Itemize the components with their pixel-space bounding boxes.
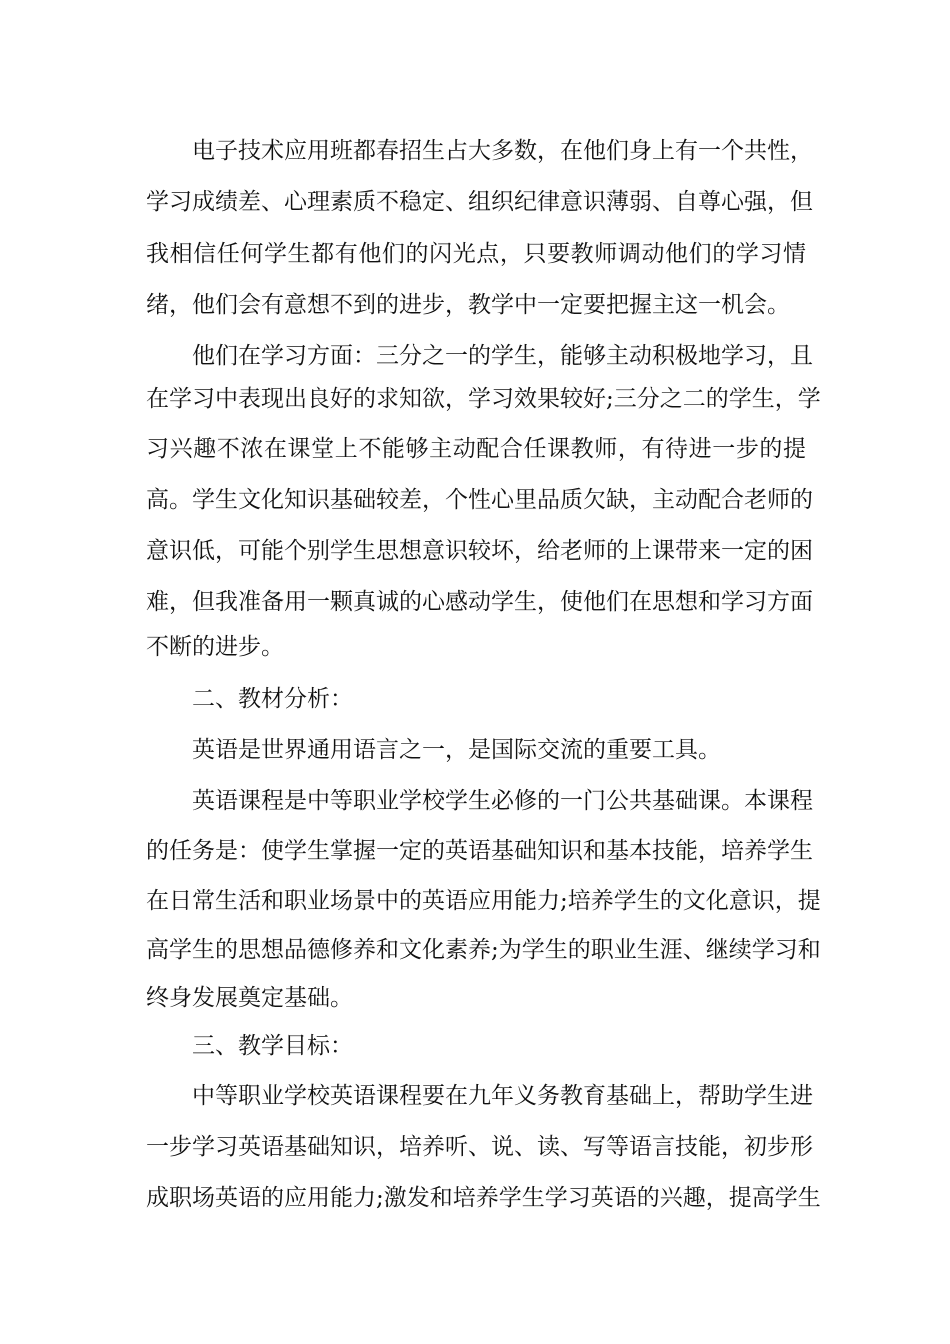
paragraph-1-line-2: 学习成绩差、心理素质不稳定、组织纪律意识薄弱、自尊心强，但 xyxy=(146,189,813,215)
paragraph-4-line-2: 的任务是：使学生掌握一定的英语基础知识和基本技能，培养学生 xyxy=(146,838,813,864)
paragraph-2-line-4: 高。学生文化知识基础较差，个性心里品质欠缺，主动配合老师的 xyxy=(146,487,813,513)
section-heading-3: 三、教学目标： xyxy=(192,1033,353,1059)
paragraph-4-line-1: 英语课程是中等职业学校学生必修的一门公共基础课。本课程 xyxy=(192,788,813,814)
paragraph-2-line-3: 习兴趣不浓在课堂上不能够主动配合任课教师，有待进一步的提 xyxy=(146,436,806,462)
section-heading-2: 二、教材分析： xyxy=(192,686,353,712)
paragraph-4-line-4: 高学生的思想品德修养和文化素养;为学生的职业生涯、继续学习和 xyxy=(146,937,821,963)
paragraph-2-line-7: 不断的进步。 xyxy=(146,634,284,660)
paragraph-4-line-3: 在日常生活和职业场景中的英语应用能力;培养学生的文化意识，提 xyxy=(146,888,821,914)
paragraph-4-line-5: 终身发展奠定基础。 xyxy=(146,985,353,1011)
paragraph-5-line-1: 中等职业学校英语课程要在九年义务教育基础上，帮助学生进 xyxy=(192,1083,813,1109)
paragraph-1-line-1: 电子技术应用班都春招生占大多数，在他们身上有一个共性， xyxy=(192,138,813,164)
paragraph-5-line-2: 一步学习英语基础知识，培养听、说、读、写等语言技能，初步形 xyxy=(146,1134,813,1160)
paragraph-2-line-5: 意识低，可能个别学生思想意识较坏，给老师的上课带来一定的困 xyxy=(146,538,813,564)
paragraph-2-line-2: 在学习中表现出良好的求知欲，学习效果较好;三分之二的学生，学 xyxy=(146,386,821,412)
paragraph-1-line-4: 绪，他们会有意想不到的进步，教学中一定要把握主这一机会。 xyxy=(146,292,790,318)
paragraph-1-line-3: 我相信任何学生都有他们的闪光点，只要教师调动他们的学习情 xyxy=(146,241,806,267)
paragraph-5-line-3: 成职场英语的应用能力;激发和培养学生学习英语的兴趣，提高学生 xyxy=(146,1185,821,1211)
paragraph-2-line-1: 他们在学习方面：三分之一的学生，能够主动积极地学习，且 xyxy=(192,343,813,369)
paragraph-3-line-1: 英语是世界通用语言之一，是国际交流的重要工具。 xyxy=(192,737,721,763)
paragraph-2-line-6: 难，但我准备用一颗真诚的心感动学生，使他们在思想和学习方面 xyxy=(146,589,813,615)
